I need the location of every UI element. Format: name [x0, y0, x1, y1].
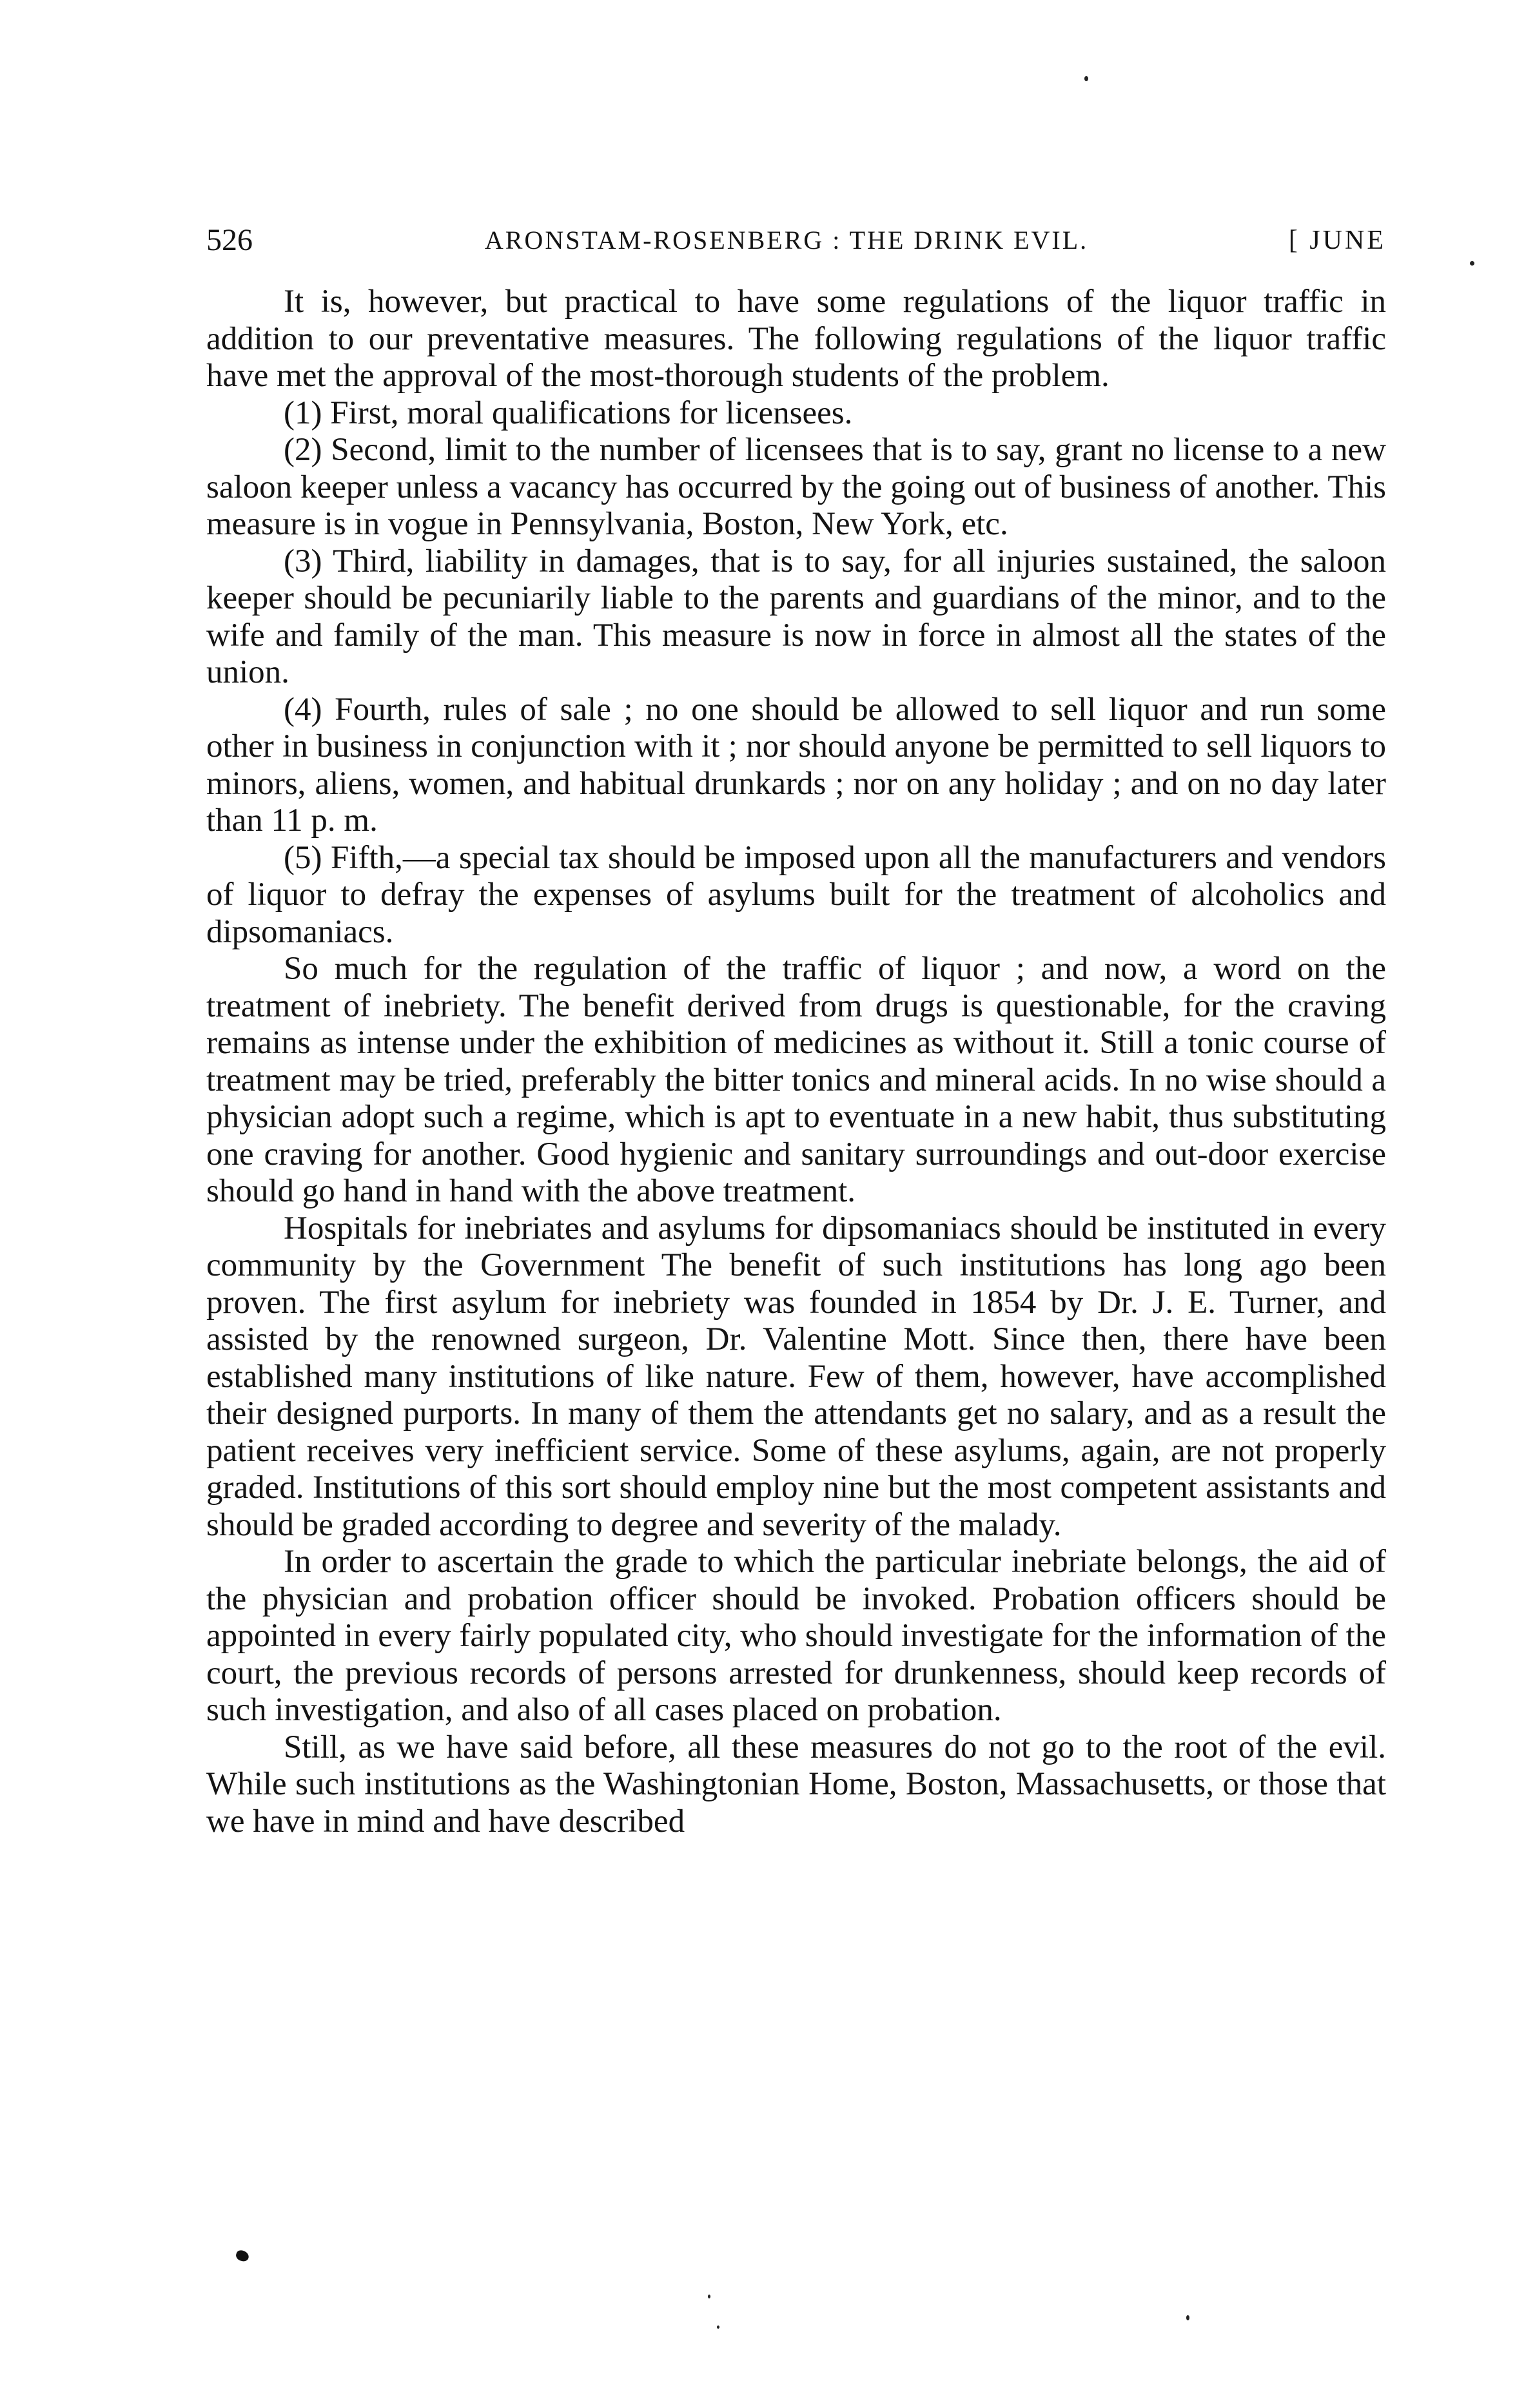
speck-mark	[1084, 76, 1088, 81]
paragraph-probation: In order to ascertain the grade to which the particular inebriate belongs, the aid of the physician and probation officer should be invoked. Probation officers should be appointed in every fairly populated city, who should investigate for the information of the court, the previous records of persons arrested for drunkenness, should keep records of such investigation, and also of all cases placed on probation.	[206, 1544, 1386, 1728]
page-number: 526	[206, 223, 253, 257]
paragraph-conclusion: Still, as we have said before, all these measures do not go to the root of the evil. While such institutions as the Washingtonian Home, Boston, Massachusetts, or those that we have in mind and have described	[206, 1729, 1386, 1840]
paragraph-treatment: So much for the regulation of the traffic of liquor ; and now, a word on the treatment of inebriety. The benefit derived from drugs is questionable, for the craving remains as intense under the exhibition of medicines as without it. Still a tonic course of treatment may be tried, preferably the bitter tonics and mineral acids. In no wise should a physician adopt such a regime, which is apt to eventuate in a new habit, thus substituting one craving for another. Good hygienic and sanitary surroundings and out-door exercise should go hand in hand with the above treatment.	[206, 951, 1386, 1209]
list-item-4: (4) Fourth, rules of sale ; no one should be allowed to sell liquor and run some other in business in conjunction with it ; nor should anyone be permitted to sell liquors to minors, aliens, women, and habitual drunkards ; nor on any holiday ; and on no day later than 11 p. m.	[206, 691, 1386, 839]
body-text	[206, 284, 1386, 1840]
speck-mark	[1186, 2315, 1189, 2320]
running-title: ARONSTAM-ROSENBERG : THE DRINK EVIL.	[484, 226, 1089, 255]
speck-mark	[708, 2295, 710, 2298]
list-item-5: (5) Fifth,—a special tax should be imposed upon all the manufacturers and vendors of liquor to defray the expenses of asylums built for the treatment of alcoholics and dipsomaniacs.	[206, 839, 1386, 950]
header-month: [ JUNE	[1288, 226, 1386, 255]
paragraph-intro: It is, however, but practical to have some regulations of the liquor traffic in addition to our preventative measures. The following regulations of the liquor traffic have met the approval of the most-thorough students of the problem.	[206, 284, 1386, 394]
speck-mark	[717, 2325, 719, 2329]
list-item-1: (1) First, moral qualifications for licensees.	[284, 394, 853, 431]
running-header	[206, 218, 1386, 263]
speck-mark	[1470, 261, 1474, 266]
paragraph-hospitals: Hospitals for inebriates and asylums for dipsomaniacs should be instituted in every community by the Government The benefit of such institutions has long ago been proven. The first asylum for inebriety was founded in 1854 by Dr. J. E. Turner, and assisted by the renowned surgeon, Dr. Valentine Mott. Since then, there have been established many institutions of like nature. Few of them, however, have accomplished their designed purports. In many of them the attendants get no salary, and as a result the patient receives very inefficient service. Some of these asylums, again, are not properly graded. Institutions of this sort should employ nine but the most competent assistants and should be graded according to degree and severity of the malady.	[206, 1210, 1386, 1543]
list-item-2: (2) Second, limit to the number of licensees that is to say, grant no license to a new saloon keeper unless a vacancy has occurred by the going out of business of another. This measure is in vogue in Pennsylvania, Boston, New York, etc.	[206, 432, 1386, 542]
ink-blot-mark	[235, 2249, 250, 2263]
list-item-3: (3) Third, liability in damages, that is to say, for all injuries sustained, the saloon keeper should be pecuniarily liable to the parents and guardians of the minor, and to the wife and family of the man. This measure is now in force in almost all the states of the union.	[206, 543, 1386, 690]
